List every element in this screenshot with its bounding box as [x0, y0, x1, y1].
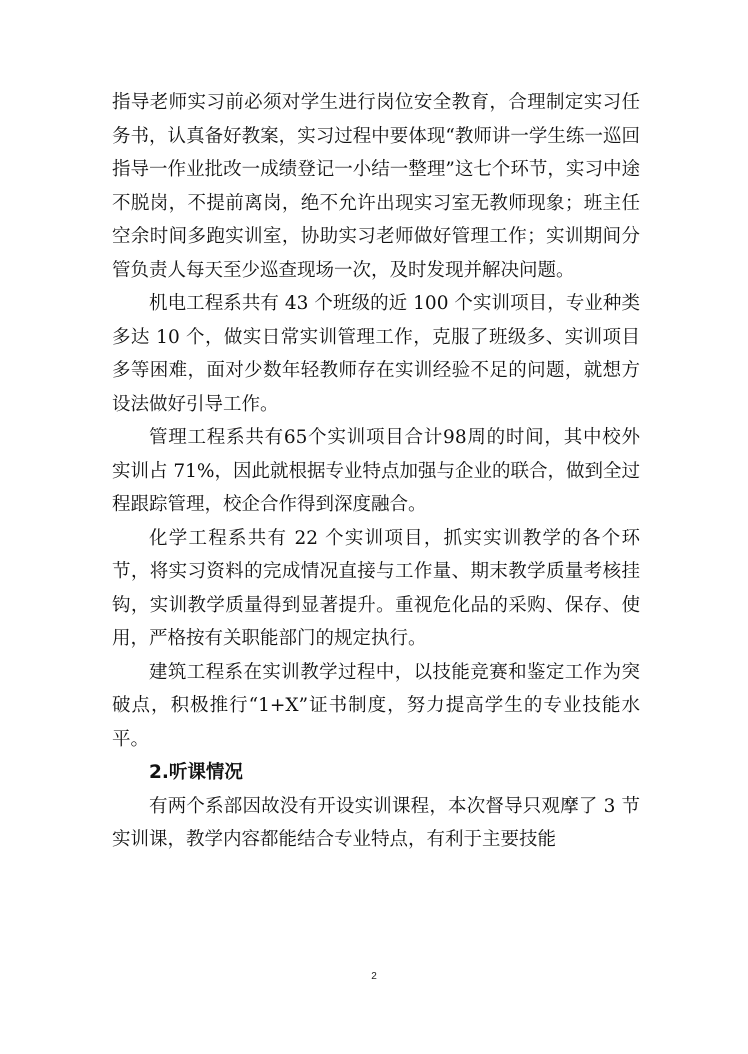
paragraph-lecture-observation: 有两个系部因故没有开设实训课程，本次督导只观摩了 3 节实训课，教学内容都能结合专业特点，有利于主要技能	[112, 795, 640, 850]
paragraph-management-dept: 管理工程系共有65个实训项目合计98周的时间，其中校外实训占 71%，因此就根据专业特点加强与企业的联合，做到全过程跟踪管理，校企合作得到深度融合。	[112, 427, 641, 515]
page-number: 2	[371, 971, 377, 982]
paragraph-mechatronics-dept: 机电工程系共有 43 个班级的近 100 个实训项目，专业种类多达 10 个，做实日常实训管理工作，克服了班级多、实训项目多等困难，面对少数年轻教师存在实训经验不足的问题，就想方设法做好引导工作。	[112, 293, 640, 415]
paragraph-internship-guidance: 指导老师实习前必须对学生进行岗位安全教育，合理制定实习任务书，认真备好教案，实习过程中要体现“教师讲一学生练一巡回指导一作业批改一成绩登记一小结一整理”这七个环节，实习中途不脱岗，不提前离岗，绝不允许出现实习室无教师现象；班主任空余时间多跑实训室，协助实习老师做好管理工作；实训期间分管负责人每天至少巡查现场一次，及时发现并解决问题。	[112, 92, 640, 281]
document-body	[112, 86, 640, 857]
paragraph-construction-dept: 建筑工程系在实训教学过程中，以技能竞赛和鉴定工作为突破点，积极推行“1+X”证书制度，努力提高学生的专业技能水平。	[112, 661, 640, 750]
section-heading-lecture-observation: 2.听课情况	[149, 762, 243, 783]
paragraph-chemical-dept: 化学工程系共有 22 个实训项目，抓实实训教学的各个环节，将实习资料的完成情况直接与工作量、期末教学质量考核挂钩，实训教学质量得到显著提升。重视危化品的采购、保存、使用，严格按有关职能部门的规定执行。	[112, 527, 640, 649]
